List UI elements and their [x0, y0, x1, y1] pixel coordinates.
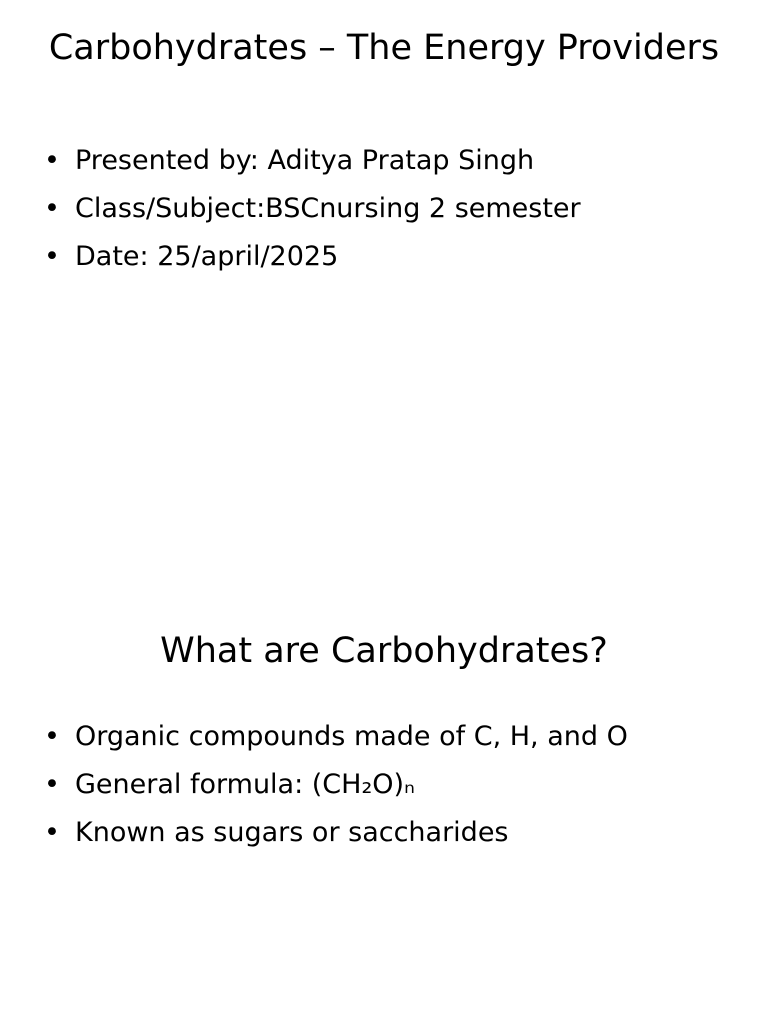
list-item	[44, 185, 734, 233]
alias-text: Known as sugars or saccharides	[75, 817, 509, 848]
bullet-icon: •	[44, 817, 60, 848]
bullet-icon: •	[44, 721, 60, 752]
bullet-icon: •	[44, 769, 60, 800]
bullet-icon: •	[44, 193, 60, 224]
bullet-icon: •	[44, 145, 60, 176]
list-item	[44, 233, 734, 281]
class-subject-text: Class/Subject:BSCnursing 2 semester	[75, 193, 581, 224]
list-item	[44, 713, 734, 761]
bullet-icon: •	[44, 241, 60, 272]
date-text: Date: 25/april/2025	[75, 241, 339, 272]
bullet-list	[44, 713, 734, 857]
slide-title: What are Carbohydrates?	[160, 631, 608, 671]
slide-title: Carbohydrates – The Energy Providers	[48, 28, 720, 68]
definition-text: Organic compounds made of C, H, and O	[75, 721, 628, 752]
list-item	[44, 761, 734, 809]
bullet-list	[44, 137, 734, 281]
formula-text: General formula: (CH₂O)ₙ	[75, 769, 415, 800]
list-item	[44, 809, 734, 857]
list-item	[44, 137, 734, 185]
presenter-text: Presented by: Aditya Pratap Singh	[75, 145, 535, 176]
slide-what-are-carbohydrates	[0, 512, 768, 1024]
